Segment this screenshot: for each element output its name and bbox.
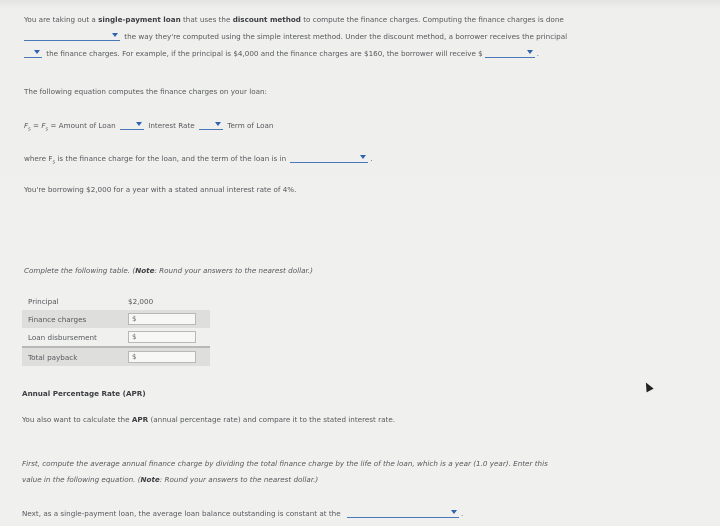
chevron-down-icon <box>527 50 533 54</box>
chevron-down-icon <box>451 510 457 514</box>
scenario-text: You're borrowing $2,000 for a year with a stated annual interest rate of 4%. <box>24 185 297 194</box>
table-row-loan-disbursement: Loan disbursement $ <box>22 328 210 346</box>
equation-intro: The following equation computes the finance charges on your loan: <box>24 87 267 96</box>
finance-charges-input[interactable]: $ <box>128 313 196 325</box>
chevron-down-icon <box>360 155 366 159</box>
table-row-finance-charges: Finance charges $ <box>22 310 210 328</box>
first-instruction-line-2: value in the following equation. (Note: Round your answers to the nearest dollar.) <box>22 475 319 484</box>
chevron-down-icon <box>215 122 221 126</box>
table-instruction: Complete the following table. (Note: Round your answers to the nearest dollar.) <box>24 266 313 275</box>
table-row-principal: Principal $2,000 <box>28 296 154 306</box>
chevron-down-icon <box>34 50 40 54</box>
apr-heading: Annual Percentage Rate (APR) <box>22 389 146 398</box>
apr-intro: You also want to calculate the APR (annual percentage rate) and compare it to the stated interest rate. <box>22 415 396 424</box>
chevron-down-icon <box>136 122 142 126</box>
term-discount-method: discount method <box>232 15 301 24</box>
loan-table <box>22 292 210 366</box>
finance-charge-equation: $F_s = F_s$ = Amount of Loan Interest Rate Term of Loan <box>24 121 274 133</box>
intro-line-2: the way they're computed using the simple interest method. Under the discount method, a borrower receives the principal <box>24 31 567 42</box>
intro-line-3: the finance charges. For example, if the principal is $4,000 and the finance charges are $160, the borrower will receive $ . <box>24 48 539 59</box>
principal-value: $2,000 <box>128 296 154 306</box>
mouse-cursor-icon <box>642 381 653 393</box>
equation-where: where $F_s$ is the finance charge for the loan, and the term of the loan is in . <box>24 154 373 166</box>
borrower-receives-dropdown[interactable] <box>485 48 535 58</box>
term-single-payment-loan: single-payment loan <box>98 15 181 24</box>
operator-dropdown-2[interactable] <box>199 120 223 130</box>
average-balance-dropdown[interactable] <box>347 508 459 518</box>
next-instruction: Next, as a single-payment loan, the average loan balance outstanding is constant at the . <box>22 509 464 518</box>
table-row-total-payback: Total payback $ <box>22 346 210 366</box>
operator-dropdown-1[interactable] <box>120 120 144 130</box>
loan-term-unit-dropdown[interactable] <box>290 153 368 163</box>
loan-disbursement-input[interactable]: $ <box>128 331 196 343</box>
chevron-down-icon <box>112 33 118 37</box>
total-payback-input[interactable]: $ <box>128 351 196 363</box>
comparison-dropdown[interactable] <box>24 31 120 41</box>
principal-relation-dropdown[interactable] <box>24 48 42 58</box>
first-instruction-line-1: First, compute the average annual finance charge by dividing the total finance charge by the life of the loan, which is a year (1.0 year). Enter this <box>22 459 548 468</box>
intro-line-1: You are taking out a single-payment loan that uses the discount method to compute the finance charges. Computing the finance charges is done <box>24 15 564 24</box>
